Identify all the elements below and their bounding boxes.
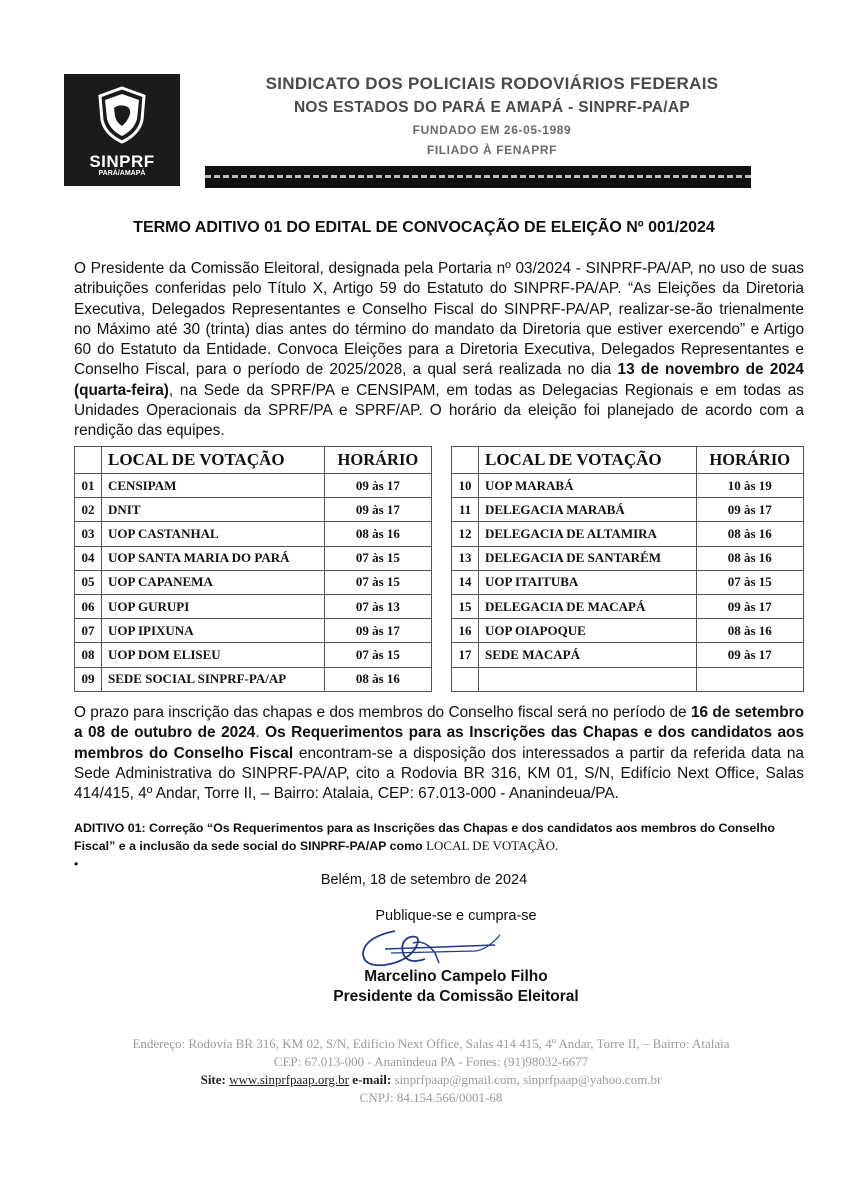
- intro-paragraph: [74, 259, 804, 442]
- row-local: UOP CASTANHAL: [102, 522, 325, 546]
- row-horario: 09 às 17: [696, 643, 803, 667]
- email-label: e-mail:: [352, 1072, 392, 1087]
- site-label: Site:: [200, 1072, 226, 1087]
- intro-text-2: , na Sede da SPRF/PA e CENSIPAM, em todas as Delegacias Regionais e em todas as Unidades Operacionais da SPRF/PA e SPRF/AP. O horário da eleição foi planejado de acordo com a rendição das equipes.: [74, 381, 804, 440]
- row-local: [479, 667, 697, 691]
- row-horario: 07 às 15: [324, 546, 431, 570]
- row-horario: 09 às 17: [324, 498, 431, 522]
- row-horario: 07 às 15: [696, 570, 803, 594]
- aditivo-note: [74, 820, 806, 855]
- row-number: 16: [452, 619, 479, 643]
- table-row: [75, 546, 432, 570]
- row-number: [452, 667, 479, 691]
- table-row: [452, 594, 804, 618]
- row-number: 07: [75, 619, 102, 643]
- table-row: [75, 594, 432, 618]
- table-row: [452, 619, 804, 643]
- row-horario: 08 às 16: [696, 522, 803, 546]
- logo-subtext: PARÁ/AMAPÁ: [98, 170, 146, 177]
- bullet-dot: •: [74, 857, 79, 871]
- registration-text-2: .: [255, 724, 266, 742]
- row-local: UOP IPIXUNA: [102, 619, 325, 643]
- row-number: 12: [452, 522, 479, 546]
- row-local: UOP CAPANEMA: [102, 570, 325, 594]
- row-local: DNIT: [102, 498, 325, 522]
- shield-icon: [97, 86, 147, 144]
- row-horario: 08 às 16: [324, 522, 431, 546]
- requirements-note: Os Requerimentos para as Inscrições das Chapas e dos candidatos aos membros do Conselho Fiscal: [74, 724, 804, 762]
- row-horario: [696, 667, 803, 691]
- row-number: 04: [75, 546, 102, 570]
- header-divider: [205, 166, 751, 188]
- row-horario: 09 às 17: [696, 498, 803, 522]
- header-number-cell: [75, 447, 102, 474]
- table-row: [452, 498, 804, 522]
- row-number: 10: [452, 474, 479, 498]
- registration-text-1: O prazo para inscrição das chapas e dos membros do Conselho fiscal será no período de: [74, 704, 691, 721]
- footer-cnpj: CNPJ: 84.154.566/0001-68: [359, 1090, 503, 1105]
- registration-period: 16 de setembro a 08 de outubro de 2024: [74, 704, 804, 742]
- row-local: CENSIPAM: [102, 474, 325, 498]
- header-horario: HORÁRIO: [696, 447, 803, 474]
- table-row: [452, 570, 804, 594]
- row-number: 05: [75, 570, 102, 594]
- footer-cep-phone: CEP: 67.013-000 - Ananindeua PA - Fones: (91)98032-6677: [273, 1054, 589, 1069]
- document-date: Belém, 18 de setembro de 2024: [320, 872, 528, 888]
- org-affiliation: FILIADO À FENAPRF: [426, 143, 558, 157]
- voting-table-left: [74, 446, 432, 692]
- row-horario: 07 às 15: [324, 570, 431, 594]
- row-local: DELEGACIA DE ALTAMIRA: [479, 522, 697, 546]
- table-row: [75, 474, 432, 498]
- table-row: [452, 643, 804, 667]
- publish-note: Publique-se e cumpra-se: [375, 908, 537, 924]
- row-number: 08: [75, 643, 102, 667]
- site-link[interactable]: www.sinprfpaap.org.br: [229, 1072, 349, 1087]
- row-number: 13: [452, 546, 479, 570]
- sinprf-logo: [64, 74, 180, 186]
- row-number: 03: [75, 522, 102, 546]
- row-number: 02: [75, 498, 102, 522]
- intro-text-1: O Presidente da Comissão Eleitoral, designada pela Portaria nº 03/2024 - SINPRF-PA/AP, no uso de suas atribuições conferidas pelo Título X, Artigo 59 do Estatuto do SINPRF-PA/AP. “As Eleições da Diretoria Executiva, Delegados Representantes e Conselho Fiscal do SINPRF-PA/AP, realizar-se-ão trienalmente no Máximo até 30 (trinta) dias antes do término do mandato da Diretoria que estiver exercendo” e Artigo 60 do Estatuto da Entidade. Convoca Eleições para a Diretoria Executiva, Delegados Representantes e Conselho Fiscal, para o período de 2025/2028, a qual será realizada no dia: [74, 260, 804, 379]
- row-horario: 09 às 17: [324, 474, 431, 498]
- row-local: UOP GURUPI: [102, 594, 325, 618]
- table-row: [75, 619, 432, 643]
- header-local: LOCAL DE VOTAÇÃO: [102, 447, 325, 474]
- registration-text-3: encontram-se a disposição dos interessados a partir da referida data na Sede Administrativa do SINPRF-PA/AP, cito a Rodovia BR 316, KM 01, S/N, Edifício Next Office, Salas 414/415, 4º Andar, Torre II, – Bairro: Atalaia, CEP: 67.013-000 - Ananindeua/PA.: [74, 744, 804, 803]
- row-local: DELEGACIA DE SANTARÉM: [479, 546, 697, 570]
- table-header-row: [452, 447, 804, 474]
- document-title: TERMO ADITIVO 01 DO EDITAL DE CONVOCAÇÃO DE ELEIÇÃO Nº 001/2024: [133, 219, 715, 236]
- row-local: UOP SANTA MARIA DO PARÁ: [102, 546, 325, 570]
- row-horario: 09 às 17: [324, 619, 431, 643]
- org-founded: FUNDADO EM 26-05-1989: [412, 123, 572, 137]
- voting-table-right: [451, 446, 804, 692]
- row-number: 09: [75, 667, 102, 691]
- row-local: UOP OIAPOQUE: [479, 619, 697, 643]
- row-local: SEDE MACAPÁ: [479, 643, 697, 667]
- header-horario: HORÁRIO: [324, 447, 431, 474]
- table-row: [452, 474, 804, 498]
- footer-contacts: [86, 1071, 776, 1089]
- email-addresses: sinprfpaap@gmail.com, sinprfpaap@yahoo.com.br: [394, 1072, 662, 1087]
- aditivo-tail: LOCAL DE VOTAÇÃO.: [426, 838, 559, 853]
- row-local: DELEGACIA MARABÁ: [479, 498, 697, 522]
- row-number: 15: [452, 594, 479, 618]
- row-horario: 09 às 17: [696, 594, 803, 618]
- table-row: [75, 522, 432, 546]
- row-local: DELEGACIA DE MACAPÁ: [479, 594, 697, 618]
- table-row: [75, 570, 432, 594]
- signer-name: Marcelino Campelo Filho: [364, 968, 548, 985]
- row-horario: 07 às 15: [324, 643, 431, 667]
- row-horario: 08 às 16: [696, 619, 803, 643]
- election-date: 13 de novembro de 2024 (quarta-feira): [74, 361, 804, 399]
- table-row: [75, 667, 432, 691]
- footer-address: Endereço: Rodovia BR 316, KM 02, S/N, Edifício Next Office, Salas 414 415, 4º Andar, Torre II, – Bairro: Atalaia: [132, 1036, 730, 1051]
- row-number: 17: [452, 643, 479, 667]
- row-local: UOP ITAITUBA: [479, 570, 697, 594]
- row-horario: 08 às 16: [324, 667, 431, 691]
- signature-image: [355, 923, 505, 973]
- table-row: [452, 522, 804, 546]
- header-local: LOCAL DE VOTAÇÃO: [479, 447, 697, 474]
- row-number: 11: [452, 498, 479, 522]
- row-number: 06: [75, 594, 102, 618]
- registration-paragraph: [74, 703, 804, 804]
- row-number: 14: [452, 570, 479, 594]
- table-row: [452, 667, 804, 691]
- aditivo-text: ADITIVO 01: Correção “Os Requerimentos para as Inscrições das Chapas e dos candidatos aos membros do Conselho Fiscal” e a inclusão da sede social do SINPRF-PA/AP como: [74, 821, 775, 853]
- row-number: 01: [75, 474, 102, 498]
- row-horario: 10 às 19: [696, 474, 803, 498]
- row-local: UOP DOM ELISEU: [102, 643, 325, 667]
- org-name: SINDICATO DOS POLICIAIS RODOVIÁRIOS FEDERAIS: [265, 74, 719, 93]
- header-number-cell: [452, 447, 479, 474]
- row-local: SEDE SOCIAL SINPRF-PA/AP: [102, 667, 325, 691]
- signer-role: Presidente da Comissão Eleitoral: [333, 988, 579, 1005]
- row-horario: 08 às 16: [696, 546, 803, 570]
- logo-text: SINPRF: [89, 152, 155, 171]
- table-row: [452, 546, 804, 570]
- org-region: NOS ESTADOS DO PARÁ E AMAPÁ - SINPRF-PA/AP: [293, 99, 691, 116]
- row-horario: 07 às 13: [324, 594, 431, 618]
- table-header-row: [75, 447, 432, 474]
- table-row: [75, 498, 432, 522]
- table-row: [75, 643, 432, 667]
- row-local: UOP MARABÁ: [479, 474, 697, 498]
